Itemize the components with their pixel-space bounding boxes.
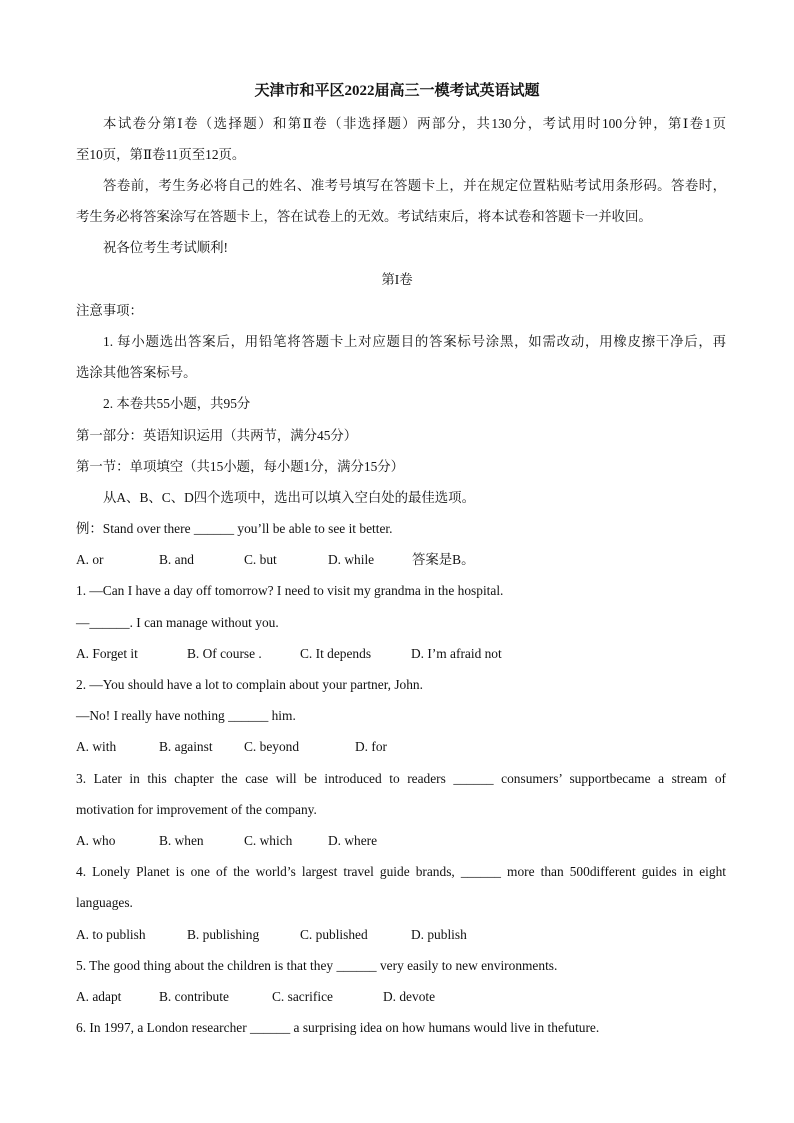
question-1-option-c: C. It depends [300, 646, 372, 661]
intro-paragraph-1-line-1: 本试卷分第Ⅰ卷（选择题）和第Ⅱ卷（非选择题）两部分，共130分，考试用时100分钟，第Ⅰ卷1页 [103, 116, 726, 131]
volume-heading: 第I卷 [381, 272, 413, 287]
intro-paragraph-2-line-1: 答卷前，考生务必将自己的姓名、准考号填写在答题卡上，并在规定位置粘贴考试用条形码。答卷时， [103, 178, 726, 193]
section-1-heading: 第一节：单项填空（共15小题，每小题1分，满分15分） [76, 459, 405, 474]
note-2: 2. 本卷共55小题，共95分 [103, 396, 251, 411]
example-option-c: C. but [244, 552, 277, 567]
question-5-option-c: C. sacrifice [272, 989, 333, 1004]
question-2-line-2: —No! I really have nothing ______ him. [76, 708, 296, 723]
part-1-heading: 第一部分：英语知识运用（共两节，满分45分） [76, 428, 358, 443]
question-3-option-a: A. who [76, 833, 116, 848]
question-1-option-d: D. I’m afraid not [411, 646, 502, 661]
exam-title: 天津市和平区2022届高三一模考试英语试题 [254, 83, 540, 99]
question-1-line-2: —______. I can manage without you. [76, 615, 279, 630]
intro-paragraph-2-line-2: 考生务必将答案涂写在答题卡上，答在试卷上的无效。考试结束后，将本试卷和答题卡一并收回。 [76, 209, 652, 224]
question-5-option-d: D. devote [383, 989, 436, 1004]
note-1-line-1: 1. 每小题选出答案后，用铅笔将答题卡上对应题目的答案标号涂黑，如需改动，用橡皮擦干净后，再 [103, 334, 726, 349]
question-5-option-b: B. contribute [159, 989, 229, 1004]
example-answer: 答案是B。 [412, 552, 475, 567]
question-2-option-b: B. against [159, 739, 213, 754]
question-4-option-a: A. to publish [76, 927, 146, 942]
question-3-line-2: motivation for improvement of the company. [76, 802, 317, 817]
question-3-option-d: D. where [328, 833, 378, 848]
question-3-option-b: B. when [159, 833, 204, 848]
question-1-line-1: 1. —Can I have a day off tomorrow? I need to visit my grandma in the hospital. [76, 583, 504, 598]
question-2-line-1: 2. —You should have a lot to complain about your partner, John. [76, 677, 423, 692]
question-5-line-1: 5. The good thing about the children is that they ______ very easily to new environments. [76, 958, 558, 973]
notes-heading: 注意事项： [76, 303, 143, 318]
question-2-option-a: A. with [76, 739, 117, 754]
intro-paragraph-1-line-2: 至10页，第Ⅱ卷11页至12页。 [76, 147, 246, 162]
question-2-option-c: C. beyond [244, 739, 300, 754]
question-4-line-2: languages. [76, 895, 133, 910]
good-luck-line: 祝各位考生考试顺利! [103, 240, 228, 255]
question-4-option-b: B. publishing [187, 927, 260, 942]
question-6-line-1: 6. In 1997, a London researcher ______ a surprising idea on how humans would live in thefuture. [76, 1020, 600, 1035]
question-4-line-1: 4. Lonely Planet is one of the world’s largest travel guide brands, ______ more than 500different guides in eight [76, 864, 726, 879]
instruction-line: 从A、B、C、D四个选项中，选出可以填入空白处的最佳选项。 [103, 490, 475, 505]
question-4-option-d: D. publish [411, 927, 467, 942]
note-1-line-2: 选涂其他答案标号。 [76, 365, 197, 380]
question-2-option-d: D. for [355, 739, 387, 754]
example-stem: 例：Stand over there ______ you’ll be able to see it better. [76, 521, 393, 536]
example-option-b: B. and [159, 552, 194, 567]
question-1-option-a: A. Forget it [76, 646, 138, 661]
example-option-a: A. or [76, 552, 104, 567]
question-4-option-c: C. published [300, 927, 368, 942]
question-3-option-c: C. which [244, 833, 293, 848]
example-option-d: D. while [328, 552, 375, 567]
question-5-option-a: A. adapt [76, 989, 122, 1004]
question-3-line-1: 3. Later in this chapter the case will be introduced to readers ______ consumers’ supportbecame a stream of [76, 771, 726, 786]
question-1-option-b: B. Of course . [187, 646, 262, 661]
